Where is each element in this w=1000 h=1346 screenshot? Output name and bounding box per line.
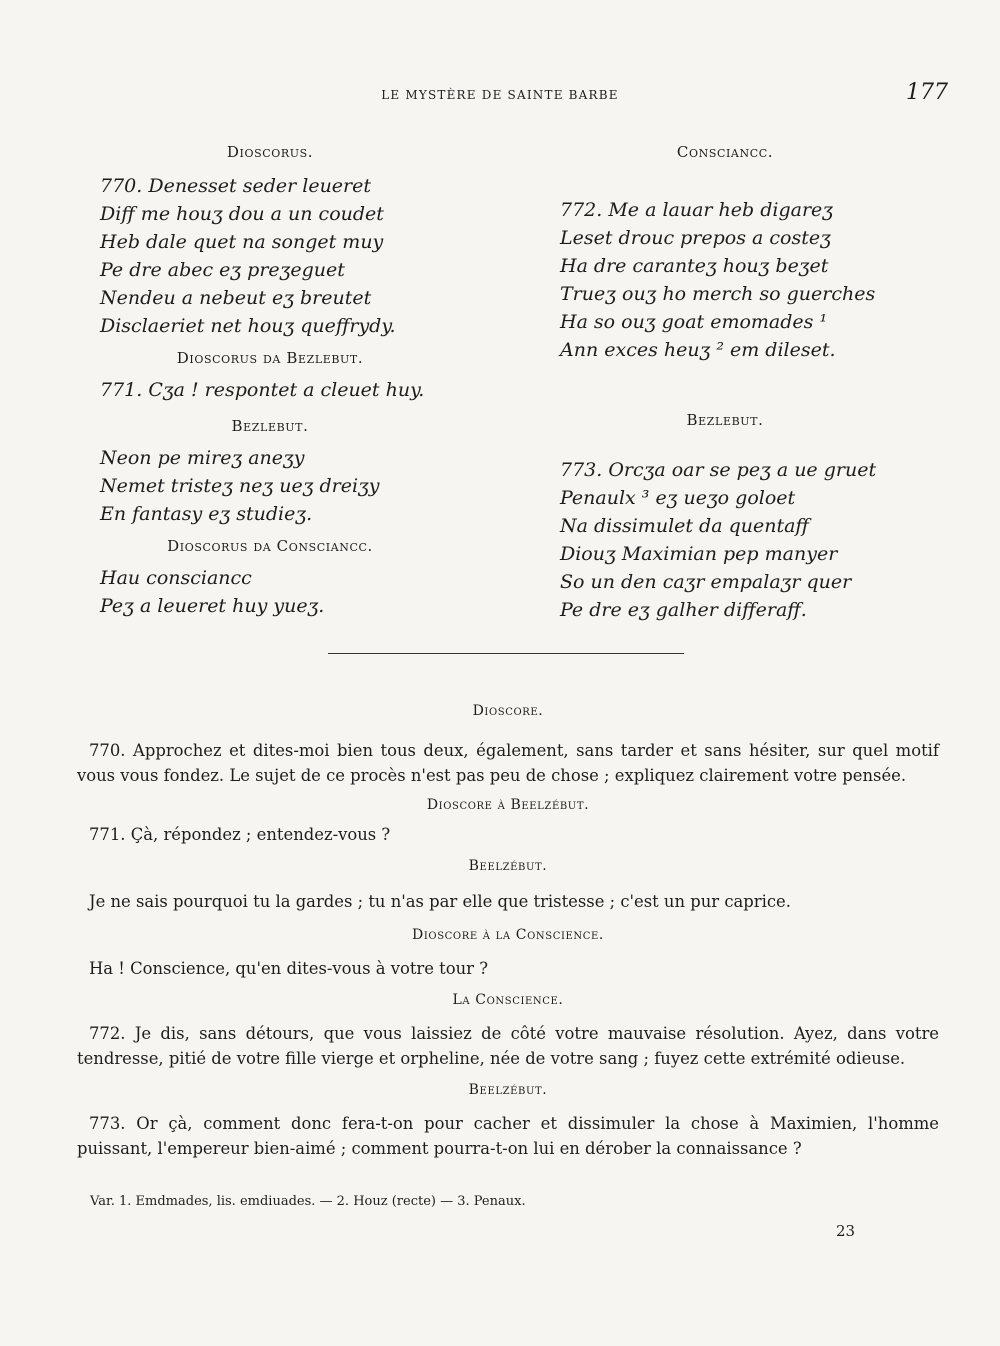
speaker-heading: Dioscorus da Consciancc. (167, 537, 373, 555)
speaker-heading: Bezlebut. (231, 417, 309, 435)
running-title: LE MYSTÈRE DE SAINTE BARBE (381, 88, 619, 102)
speaker-heading: Dioscorus da Bezlebut. (176, 349, 364, 367)
speaker-heading: Beelzébut. (468, 858, 548, 874)
speaker-heading: Consciancc. (676, 143, 774, 161)
speaker-heading: Dioscore à la Conscience. (412, 927, 604, 943)
translation-paragraph: 771. Çà, répondez ; entendez-vous ? (89, 825, 391, 844)
verse-line: Trueʒ ouʒ ho merch so guerches (560, 283, 876, 305)
verse-line: Penaulx ³ eʒ ueʒo goloet (560, 487, 796, 509)
speaker-heading: Beelzébut. (468, 1082, 548, 1098)
page-number: 177 (906, 80, 948, 105)
verse-line: 770. Denesset seder leueret (100, 175, 372, 197)
french-translation (77, 700, 939, 1161)
speaker-heading: Dioscore à Beelzébut. (426, 797, 590, 813)
speaker-heading: Dioscorus. (226, 143, 314, 161)
speaker-heading: La Conscience. (452, 992, 564, 1008)
verse-line: Disclaeriet net houʒ queffrydy. (100, 315, 396, 337)
verse-line: So un den caʒr empalaʒr quer (560, 571, 852, 593)
verse-line: En fantasy eʒ studieʒ. (100, 503, 313, 525)
signature-mark: 23 (836, 1222, 856, 1240)
verse-line: Ha so ouʒ goat emomades ¹ (560, 311, 828, 333)
breton-verse-left-column (100, 138, 460, 620)
verse-line: Ann exces heuʒ ² em dileset. (560, 339, 836, 361)
verse-line: Neon pe mireʒ aneʒy (100, 447, 305, 469)
translation-paragraph: Ha ! Conscience, qu'en dites-vous à votre tour ? (89, 959, 489, 978)
verse-line: Na dissimulet da quentaff (560, 515, 809, 537)
verse-line: Pe dre abec eʒ preʒeguet (100, 259, 345, 281)
verse-line: Hau consciancc (100, 567, 252, 589)
verse-line: Leset drouc prepos a costeʒ (560, 227, 831, 249)
variant-footnote: Var. 1. Emdmades, lis. emdiuades. — 2. Houz (recte) — 3. Penaux. (90, 1194, 526, 1209)
breton-verse-right-column (560, 138, 900, 624)
verse-line: Peʒ a leueret huy yueʒ. (100, 595, 325, 617)
verse-line: Nemet tristeʒ neʒ ueʒ dreiʒy (100, 475, 380, 497)
translation-paragraph: 772. Je dis, sans détours, que vous laissiez de côté votre mauvaise résolution. Ayez, dans votre tendresse, pitié de votre fille vierge et orpheline, née de votre sang ; fuyez cette extrémité odieuse. (77, 1024, 939, 1068)
verse-line: 772. Me a lauar heb digareʒ (560, 199, 834, 221)
verse-line: Heb dale quet na songet muy (100, 231, 384, 253)
verse-line: Diff me houʒ dou a un coudet (100, 203, 384, 225)
verse-line: 773. Orcʒa oar se peʒ a ue gruet (560, 459, 877, 481)
verse-line: Diouʒ Maximian pep manyer (560, 543, 838, 565)
verse-line: Ha dre caranteʒ houʒ beʒet (560, 255, 829, 277)
verse-line: Pe dre eʒ galher differaff. (560, 599, 807, 621)
translation-paragraph: 770. Approchez et dites-moi bien tous deux, également, sans tarder et sans hésiter, sur quel motif vous vous fondez. Le sujet de ce procès n'est pas peu de chose ; expliquez clairement votre pensée. (77, 741, 939, 785)
section-divider (328, 653, 684, 654)
verse-line: Nendeu a nebeut eʒ breutet (100, 287, 372, 309)
speaker-heading: Dioscore. (472, 703, 544, 719)
translation-paragraph: Je ne sais pourquoi tu la gardes ; tu n'as par elle que tristesse ; c'est un pur caprice. (89, 892, 791, 911)
verse-line: 771. Cʒa ! respontet a cleuet huy. (100, 379, 425, 401)
translation-paragraph: 773. Or çà, comment donc fera-t-on pour cacher et dissimuler la chose à Maximien, l'homme puissant, l'empereur bien-aimé ; comment pourra-t-on lui en dérober la connaissance ? (77, 1114, 939, 1158)
speaker-heading: Bezlebut. (686, 411, 764, 429)
